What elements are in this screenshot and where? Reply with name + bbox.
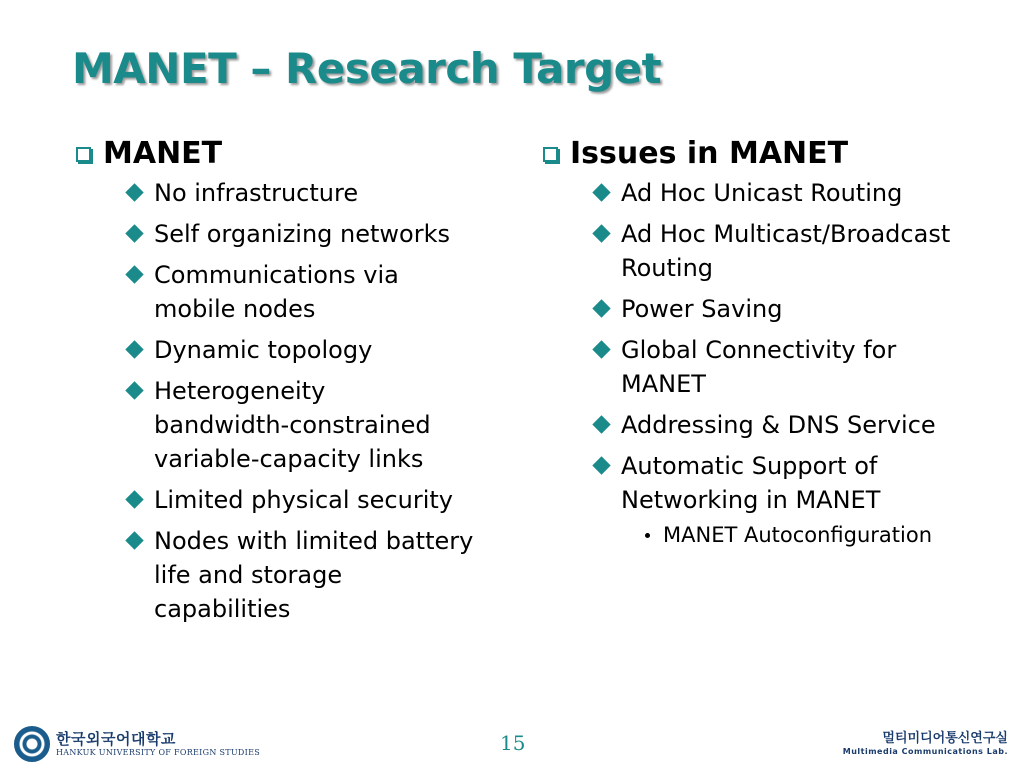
left-heading [74, 134, 514, 174]
university-name-kr: 한국외국어대학교 [56, 729, 176, 748]
list-item-text: Communications via mobile nodes [154, 261, 399, 323]
list-item [124, 176, 514, 210]
right-heading [541, 134, 1011, 174]
lab-logo [843, 731, 1008, 757]
list-item [124, 258, 474, 326]
list-item [124, 217, 514, 251]
list-item-text: Ad Hoc Unicast Routing [621, 179, 903, 207]
diamond-icon [125, 381, 143, 399]
hollow-square-icon [76, 147, 91, 162]
page-number: 15 [500, 731, 526, 755]
left-heading-label: MANET [103, 136, 223, 171]
right-list [541, 176, 1011, 549]
diamond-icon [125, 224, 143, 242]
diamond-icon [592, 299, 610, 317]
diamond-icon [125, 490, 143, 508]
list-item [591, 292, 1011, 326]
university-logo [14, 726, 260, 762]
list-item [591, 408, 1011, 442]
list-item-text: Heterogeneity bandwidth-constrained variable-capacity links [154, 377, 431, 473]
list-item [591, 217, 951, 285]
list-item-text: Nodes with limited battery life and storage capabilities [154, 527, 474, 623]
list-item-text: Power Saving [621, 295, 783, 323]
diamond-icon [592, 340, 610, 358]
diamond-icon [592, 456, 610, 474]
diamond-icon [125, 265, 143, 283]
list-item [591, 176, 1011, 210]
list-item [591, 333, 921, 401]
left-column [74, 134, 514, 633]
list-item-text: Automatic Support of Networking in MANET [621, 452, 881, 514]
dot-icon [645, 533, 650, 538]
sub-list-item-text: MANET Autoconfiguration [663, 523, 933, 547]
list-item [591, 449, 933, 549]
list-item-text: Addressing & DNS Service [621, 411, 936, 439]
list-item [124, 483, 514, 517]
list-item-text: Global Connectivity for MANET [621, 336, 897, 398]
right-heading-label: Issues in MANET [570, 136, 849, 171]
list-item-text: Ad Hoc Multicast/Broadcast Routing [621, 220, 951, 282]
lab-name-kr: 멀티미디어통신연구실 [882, 731, 1008, 746]
sub-list-item [641, 521, 1024, 549]
list-item [124, 524, 474, 626]
list-item-text: Self organizing networks [154, 220, 451, 248]
diamond-icon [592, 224, 610, 242]
list-item [124, 374, 454, 476]
university-name [56, 731, 260, 758]
diamond-icon [592, 183, 610, 201]
diamond-icon [125, 340, 143, 358]
university-name-en: HANKUK UNIVERSITY OF FOREIGN STUDIES [56, 747, 261, 757]
slide-title: MANET – Research Target [72, 44, 662, 93]
right-column [541, 134, 1011, 556]
lab-name-en: Multimedia Communications Lab. [842, 747, 1008, 756]
list-item-text: Dynamic topology [154, 336, 373, 364]
list-item-text: No infrastructure [154, 179, 359, 207]
left-list [74, 176, 514, 626]
diamond-icon [125, 183, 143, 201]
diamond-icon [592, 415, 610, 433]
university-seal-icon [14, 726, 50, 762]
list-item [124, 333, 514, 367]
sub-list [621, 521, 1024, 549]
hollow-square-icon [543, 147, 558, 162]
list-item-text: Limited physical security [154, 486, 453, 514]
diamond-icon [125, 531, 143, 549]
